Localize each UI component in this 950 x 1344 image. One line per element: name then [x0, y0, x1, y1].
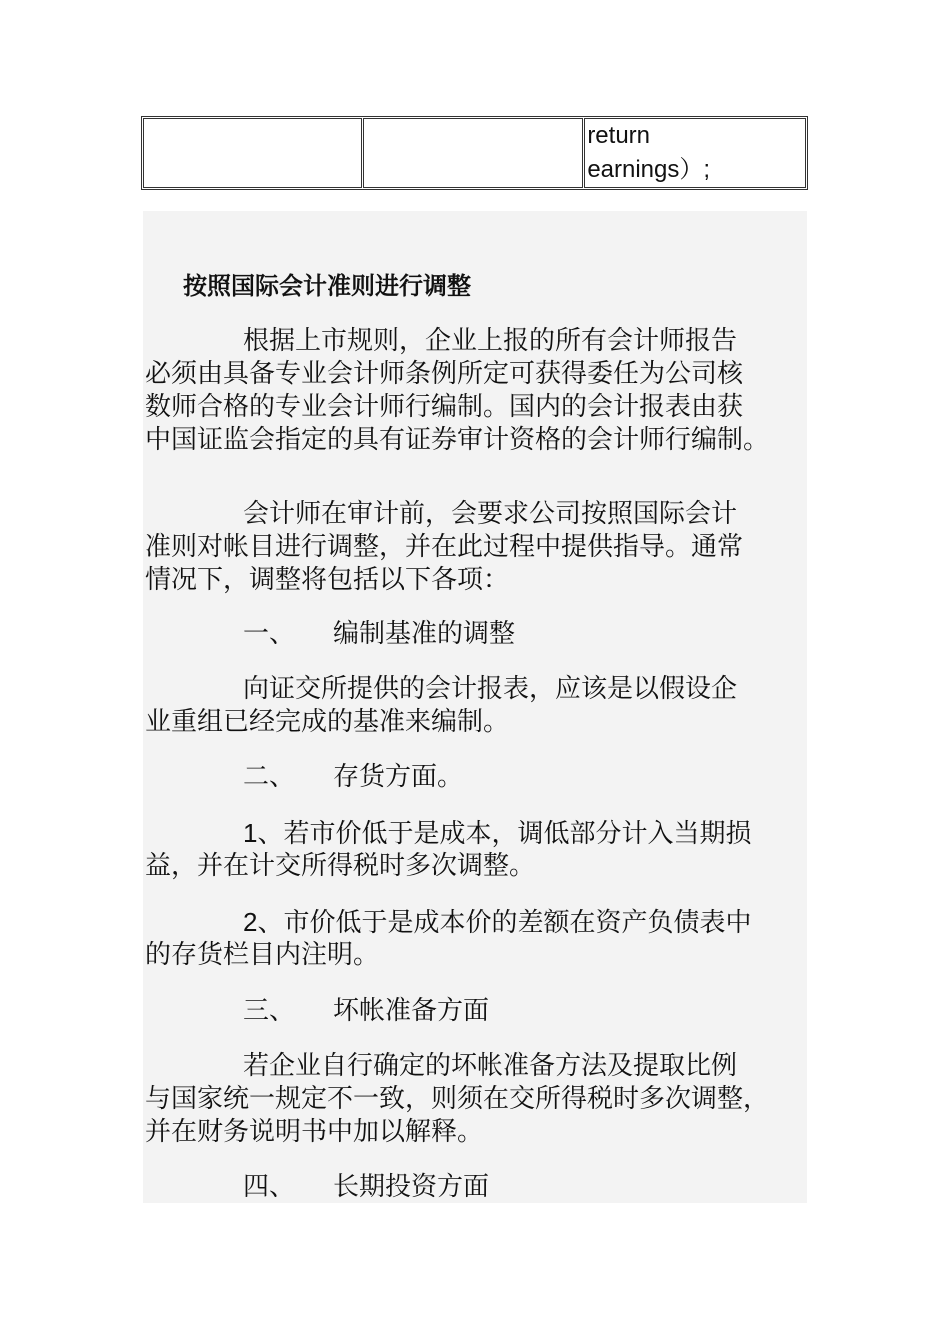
- paragraph-line: 业重组已经完成的基准来编制。: [145, 707, 510, 737]
- subheading-number: 一、: [243, 619, 296, 649]
- paragraph-line: 的存货栏目内注明。: [145, 940, 380, 970]
- item-number: 2: [243, 907, 258, 937]
- subheading-number: 二、: [243, 762, 296, 792]
- paragraph-line: [243, 906, 751, 939]
- subheading-text: 坏帐准备方面: [333, 996, 490, 1026]
- cell-text-line: earnings）;: [587, 156, 711, 183]
- paragraph-line: 情况下，调整将包括以下各项：: [145, 565, 510, 595]
- subheading: [243, 995, 489, 1027]
- subheading: [243, 618, 515, 650]
- cell-text-line: return: [587, 122, 651, 149]
- paragraph-line: 会计师在审计前，会要求公司按照国际会计: [243, 499, 738, 529]
- table-row: [143, 118, 806, 188]
- paragraph-line: 与国家统一规定不一致，则须在交所得税时多次调整，: [145, 1084, 770, 1114]
- subheading: [243, 1171, 489, 1203]
- item-number: 1: [243, 818, 258, 848]
- paragraph-line: 并在财务说明书中加以解释。: [145, 1117, 484, 1147]
- item-text: 、市价低于是成本价的差额在资产负债表中: [257, 908, 752, 938]
- paragraph-line: 中国证监会指定的具有证券审计资格的会计师行编制。: [145, 425, 770, 455]
- paragraph-line: 益，并在计交所得税时多次调整。: [145, 851, 536, 881]
- top-table: [141, 116, 808, 190]
- subheading-text: 长期投资方面: [333, 1172, 490, 1202]
- table-cell-1: [143, 118, 362, 188]
- paragraph-line: 根据上市规则，企业上报的所有会计师报告: [243, 326, 738, 356]
- subheading: [243, 761, 463, 793]
- paragraph-line: 向证交所提供的会计报表，应该是以假设企: [243, 674, 738, 704]
- item-text: 、若市价低于是成本，调低部分计入当期损: [257, 819, 752, 849]
- table-cell-2: [363, 118, 584, 188]
- subheading-text: 存货方面。: [333, 762, 464, 792]
- subheading-number: 四、: [243, 1172, 296, 1202]
- section-title: 按照国际会计准则进行调整: [183, 272, 471, 300]
- paragraph-line: 数师合格的专业会计师行编制。国内的会计报表由获: [145, 392, 744, 422]
- paragraph-line: 准则对帐目进行调整，并在此过程中提供指导。通常: [145, 532, 744, 562]
- subheading-number: 三、: [243, 996, 296, 1026]
- subheading-text: 编制基准的调整: [333, 619, 516, 649]
- table-cell-3: [584, 118, 806, 188]
- paragraph-line: 必须由具备专业会计师条例所定可获得委任为公司核: [145, 359, 744, 389]
- paragraph-line: [243, 817, 751, 850]
- paragraph-line: 若企业自行确定的坏帐准备方法及提取比例: [243, 1051, 738, 1081]
